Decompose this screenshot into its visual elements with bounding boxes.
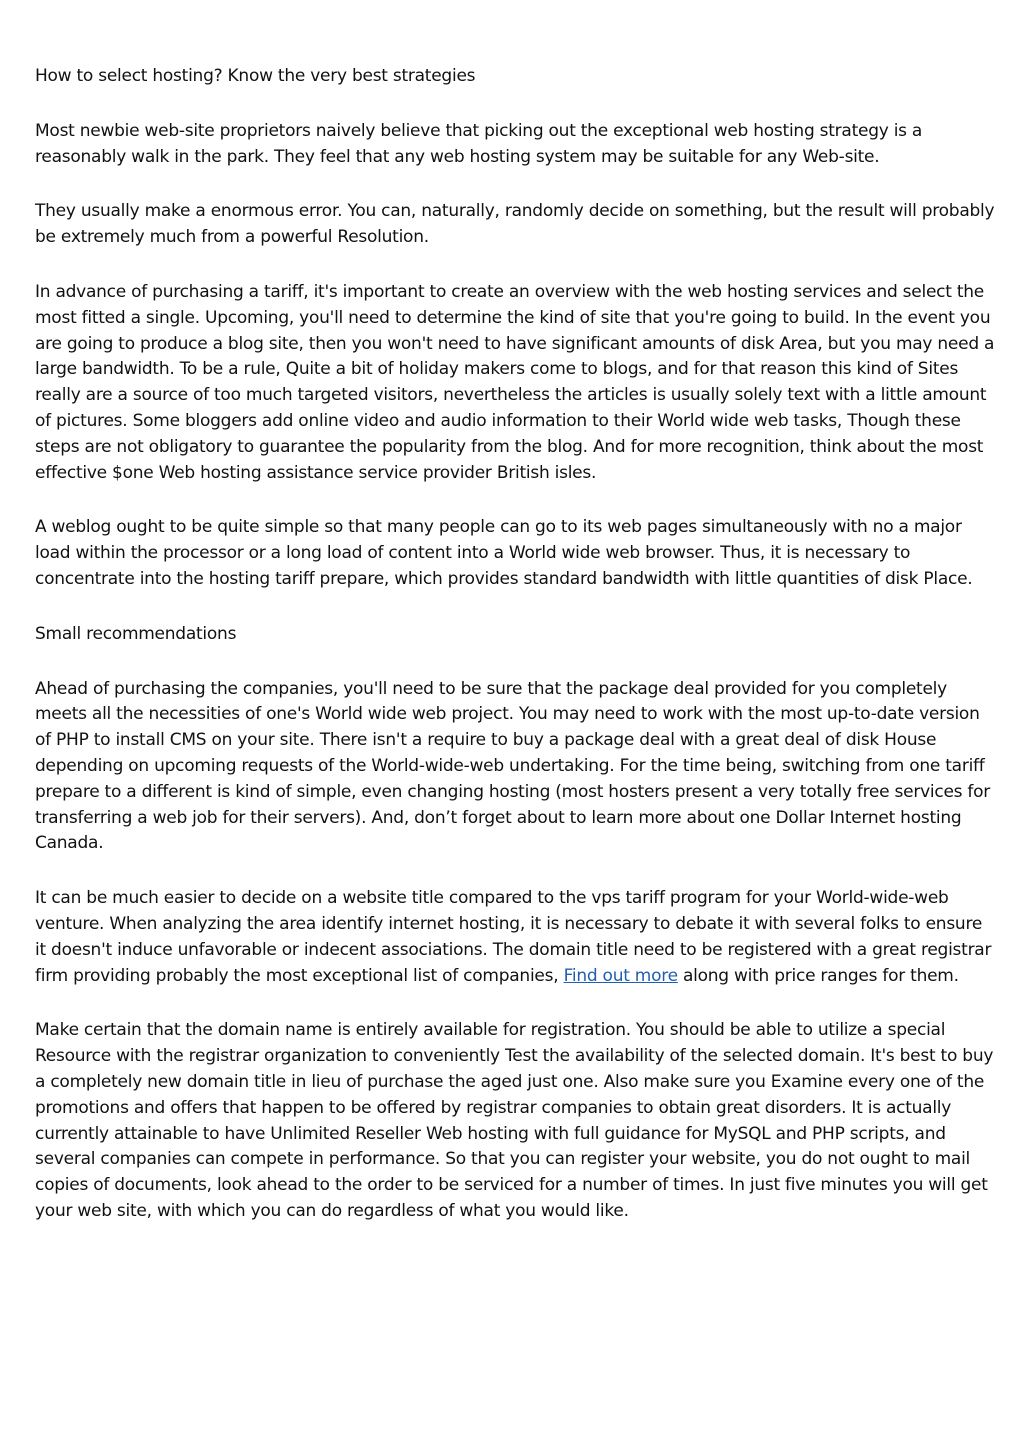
document-title: How to select hosting? Know the very best strategies — [35, 66, 476, 86]
paragraph-4: A weblog ought to be quite simple so that many people can go to its web pages simultaneously with no a major load within the processor or a long load of content into a World wide web browser. Thus, it is necessary to concentrate into the hosting tariff prepare, which provides standard bandwidth with little quantities of disk Place. — [35, 517, 973, 589]
section-subheading: Small recommendations — [35, 623, 237, 644]
find-out-more-link[interactable]: Find out more — [563, 965, 678, 986]
paragraph-6-text-end: along with price ranges for them. — [677, 965, 959, 986]
document-body — [35, 64, 995, 1254]
paragraph-6-text-start: It can be much easier to decide on a website title compared to the vps tariff program for your World-wide-web venture. When analyzing the area identify internet hosting, it is necessary to debate it with several folks to ensure it doesn't induce unfavorable or indecent associations. The domain title need to be registered with a great registrar firm providing probably the most exceptional list of companies, — [35, 888, 992, 986]
paragraph-3: In advance of purchasing a tariff, it's important to create an overview with the web hosting services and select the most fitted a single. Upcoming, you'll need to determine the kind of site that you're going to build. In the event you are going to produce a blog site, then you won't need to have significant amounts of disk Area, but you may need a large bandwidth. To be a rule, Quite a bit of holiday makers come to blogs, and for that reason this kind of Sites really are a source of too much targeted visitors, nevertheless the articles is usually solely text with a little amount of pictures. Some bloggers add online video and audio information to their World wide web tasks, Though these steps are not obligatory to guarantee the popularity from the blog. And for more recognition, think about the most effective $one Web hosting assistance service provider British isles. — [35, 281, 995, 483]
paragraph-7: Make certain that the domain name is entirely available for registration. You should be able to utilize a special Resource with the registrar organization to conveniently Test the availability of the selected domain. It's best to buy a completely new domain title in lieu of purchase the aged just one. Also make sure you Examine every one of the promotions and offers that happen to be offered by registrar companies to obtain great disorders. It is actually currently attainable to have Unlimited Reseller Web hosting with full guidance for MySQL and PHP scripts, and several companies can compete in performance. So that you can register your website, you do not ought to mail copies of documents, look ahead to the order to be serviced for a number of times. In just five minutes you will get your web site, with which you can do regardless of what you would like. — [35, 1020, 994, 1221]
paragraph-1: Most newbie web-site proprietors naively believe that picking out the exceptional web hosting strategy is a reasonably walk in the park. They feel that any web hosting system may be suitable for any Web-site. — [35, 120, 923, 167]
paragraph-5: Ahead of purchasing the companies, you'll need to be sure that the package deal provided for you completely meets all the necessities of one's World wide web project. You may need to work with the most up-to-date version of PHP to install CMS on your site. There isn't a require to buy a package deal with a great deal of disk House depending on upcoming requests of the World-wide-web undertaking. For the time being, switching from one tariff prepare to a different is kind of simple, even changing hosting (most hosters present a very totally free services for transferring a web job for their servers). And, don’t forget about to learn more about one Dollar Internet hosting Canada. — [35, 678, 991, 854]
paragraph-2: They usually make a enormous error. You can, naturally, randomly decide on something, but the result will probably be extremely much from a powerful Resolution. — [35, 201, 995, 248]
paragraph-6 — [35, 886, 995, 989]
